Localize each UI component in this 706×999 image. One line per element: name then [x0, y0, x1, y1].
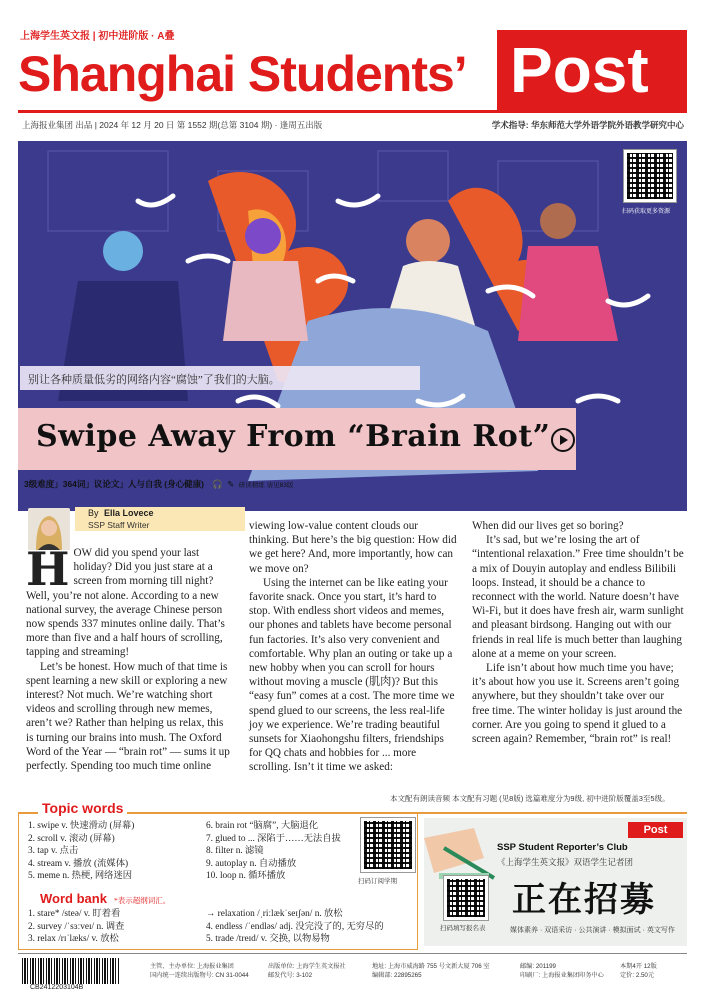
qr-signup-label: 扫码填写报名表 [440, 925, 486, 932]
audio-exercise-note: 本文配有朗读音频 本文配有习题 (见8版) 选篇难度分为9级, 初中进阶版覆盖3至5级。 [390, 794, 670, 803]
play-icon [553, 430, 573, 450]
footer-text: 国内统一连续出版物号: CN 31-0044 [150, 972, 249, 979]
play-audio-button[interactable] [551, 428, 575, 452]
footer-text: 印刷厂: 上海报业集团印务中心 [520, 972, 604, 979]
paragraph: It’s sad, but we’re losing the art of “intentional relaxation.” Free time shouldn’t be a mix of Douyin autoplay and endless Bilibili loops. Instead, it should be a chance to reconnect with the world. Nature doesn’t have Wi-Fi, but it does have fresh air, warm sunlight and pleasant birdsong. Hanging out with our friends in real life is much better than laughing alone at a meme on your screen. [472, 534, 684, 660]
footer-text: 地址: 上海市威海路 755 号文新大厦 706 室 [372, 963, 490, 970]
headphones-icon[interactable]: 🎧 [212, 479, 223, 489]
footer-text: 邮发代号: 3-102 [268, 972, 313, 979]
ad-recruiting: 正在招募 [512, 880, 656, 920]
byline-by: By [88, 508, 99, 518]
footer-text: 定价: 2.50元 [620, 972, 655, 979]
ad-skills: 媒体素养 · 双语采访 · 公共演讲 · 模拟面试 · 英文写作 [510, 927, 675, 934]
article-column-2 [249, 519, 457, 775]
footer-text: 主管、主办单位: 上海报业集团 [150, 963, 234, 970]
topic-words-right [206, 820, 341, 883]
word-bank-note: *表示超纲词汇。 [114, 896, 171, 905]
ad-logo: Post [628, 822, 683, 838]
qr-code-signup[interactable] [444, 876, 488, 920]
list-item: → relaxation /ˌriːlækˈseɪʃən/ n. 放松 [206, 909, 343, 919]
list-item: 10. loop n. 循环播放 [206, 871, 286, 882]
author-name: Ella Lovece [104, 508, 154, 518]
paragraph: Using the internet can be like eating your favorite snack. Once you start, it’s hard to stop. With endless short videos and memes, our phones and tablets have become personal fun factories. It’s also very convenient and comfortable. Why plan an outing or take up a new hobby when you can scroll for hours without moving a muscle (肌肉)? But this “easy fun” comes at a cost. The more time we spend glued to our screens, the less real-life joy we experience. We’re trading beautiful sunsets for Xiaohongshu filters, friendships for QQ chats and hobbies for ... more scrolling. Isn’t it time we asked: [249, 576, 455, 774]
dropcap: H [26, 542, 70, 596]
list-item: 4. stream v. 播放 (流媒体) [28, 858, 129, 869]
exercise-badge: 研读精练 请见83版 [238, 482, 294, 489]
list-item: 6. brain rot “脑腐”, 大脑退化 [206, 821, 319, 831]
academic-guide: 学术指导: 华东师范大学外语学院外语教学研究中心 [491, 120, 684, 130]
headline: Swipe Away From “Brain Rot” [36, 419, 551, 454]
list-item: 2. survey /ˈsɜːveɪ/ n. 调查 [28, 921, 125, 932]
ad-subtitle: 《上海学生英文报》双语学生记者团 [497, 857, 634, 867]
author-title: SSP Staff Writer [88, 520, 150, 530]
masthead-post: Post [510, 34, 649, 106]
footer-text: 本期4开 12版 [620, 963, 657, 970]
list-item: 3. relax /rɪˈlæks/ v. 放松 [28, 934, 119, 945]
footer-press [268, 962, 346, 980]
list-item: 2. scroll v. 滚动 (屏幕) [28, 833, 115, 844]
paragraph: viewing low-value content clouds our thinking. But here’s the big question: How did we get here? And, more importantly, how can we move on? [249, 520, 457, 575]
word-bank-left [28, 908, 124, 946]
qr-caption: 扫码获取更多资源 [622, 209, 671, 215]
topic-words-left [28, 820, 134, 883]
word-bank-right [206, 908, 384, 946]
paragraph: When did our lives get so boring? [472, 520, 624, 532]
paragraph: Let’s be honest. How much of that time is spent learning a new skill or exploring a new interest? Not much. We’re watching short videos and scrolling through new memes, aren’t we? Rather than helping us relax, this is turning our brains into mush. The Oxford Word of the Year — “brain rot” — sums it up perfectly. Spending too much time online [26, 660, 230, 773]
hero-caption: 别让各种质量低劣的网络内容“腐蚀”了我们的大脑。 [20, 366, 420, 390]
paragraph: OW did you spend your last holiday? Did you just stare at a screen from morning till night? Well, you’re not alone. According to a new national survey, the average Chinese person now spends 337 minutes online daily. That’s more than five and a half hours of scrolling, tapping and streaming! [26, 547, 225, 659]
list-item: 5. meme n. 热梗, 网络迷因 [28, 871, 133, 882]
list-item: 1. swipe v. 快速滑动 (屏幕) [28, 821, 135, 831]
barcode-number: CB2412203104B [30, 984, 84, 991]
article-column-1 [26, 542, 232, 773]
footer-divider [18, 953, 687, 954]
article-tag-text: 3级难度」364词」议论文」人与自我 (身心健康) [24, 479, 204, 489]
qr-subscribe-label: 扫码订阅学期 [358, 878, 397, 885]
footer-publisher [150, 962, 249, 980]
masthead-title: Shanghai Students’ [18, 46, 467, 102]
article-column-3 [472, 519, 684, 746]
exercise-icon[interactable]: ✎ [227, 479, 235, 489]
barcode [22, 958, 120, 984]
footer-postal [520, 962, 604, 980]
footer-text: 编辑部: 22895265 [372, 972, 422, 979]
masthead-divider [18, 110, 687, 113]
paragraph: Life isn’t about how much time you have; it’s about how you use it. Screens aren’t going anywhere, but they shouldn’t take over our free time. The winter holiday is just around the corner. Are you going to spend it glued to a screen again? Remember, “brain rot” is real! [472, 662, 683, 746]
list-item: 8. filter n. 滤镜 [206, 846, 264, 857]
ad-title: SSP Student Reporter’s Club [497, 842, 628, 853]
topic-words-title: Topic words [38, 800, 127, 816]
list-item: 9. autoplay n. 自动播放 [206, 858, 297, 869]
word-bank-title: Word bank [40, 891, 107, 906]
list-item: 3. tap v. 点击 [28, 846, 79, 857]
qr-code-resources[interactable] [624, 150, 676, 202]
footer-text: 邮编: 201199 [520, 963, 557, 970]
footer-address [372, 962, 490, 980]
list-item: 1. stare* /steə/ v. 盯着看 [28, 909, 121, 919]
list-item: 5. trade /treɪd/ v. 交换, 以物易物 [206, 934, 330, 945]
article-tags [24, 478, 293, 490]
issue-info: 上海报业集团 出品 | 2024 年 12 月 20 日 第 1552 期(总第 3104 期) · 逢周五出版 [22, 120, 323, 130]
qr-code-subscribe[interactable] [361, 818, 415, 872]
edition-line: 上海学生英文报 | 初中进阶版 · A叠 [20, 31, 175, 42]
footer-text: 出版单位: 上海学生英文报社 [268, 963, 346, 970]
list-item: 4. endless /ˈendləs/ adj. 没完没了的, 无穷尽的 [206, 921, 384, 932]
footer-price [620, 962, 657, 980]
list-item: 7. glued to ... 深陷于……无法自拔 [206, 833, 341, 844]
